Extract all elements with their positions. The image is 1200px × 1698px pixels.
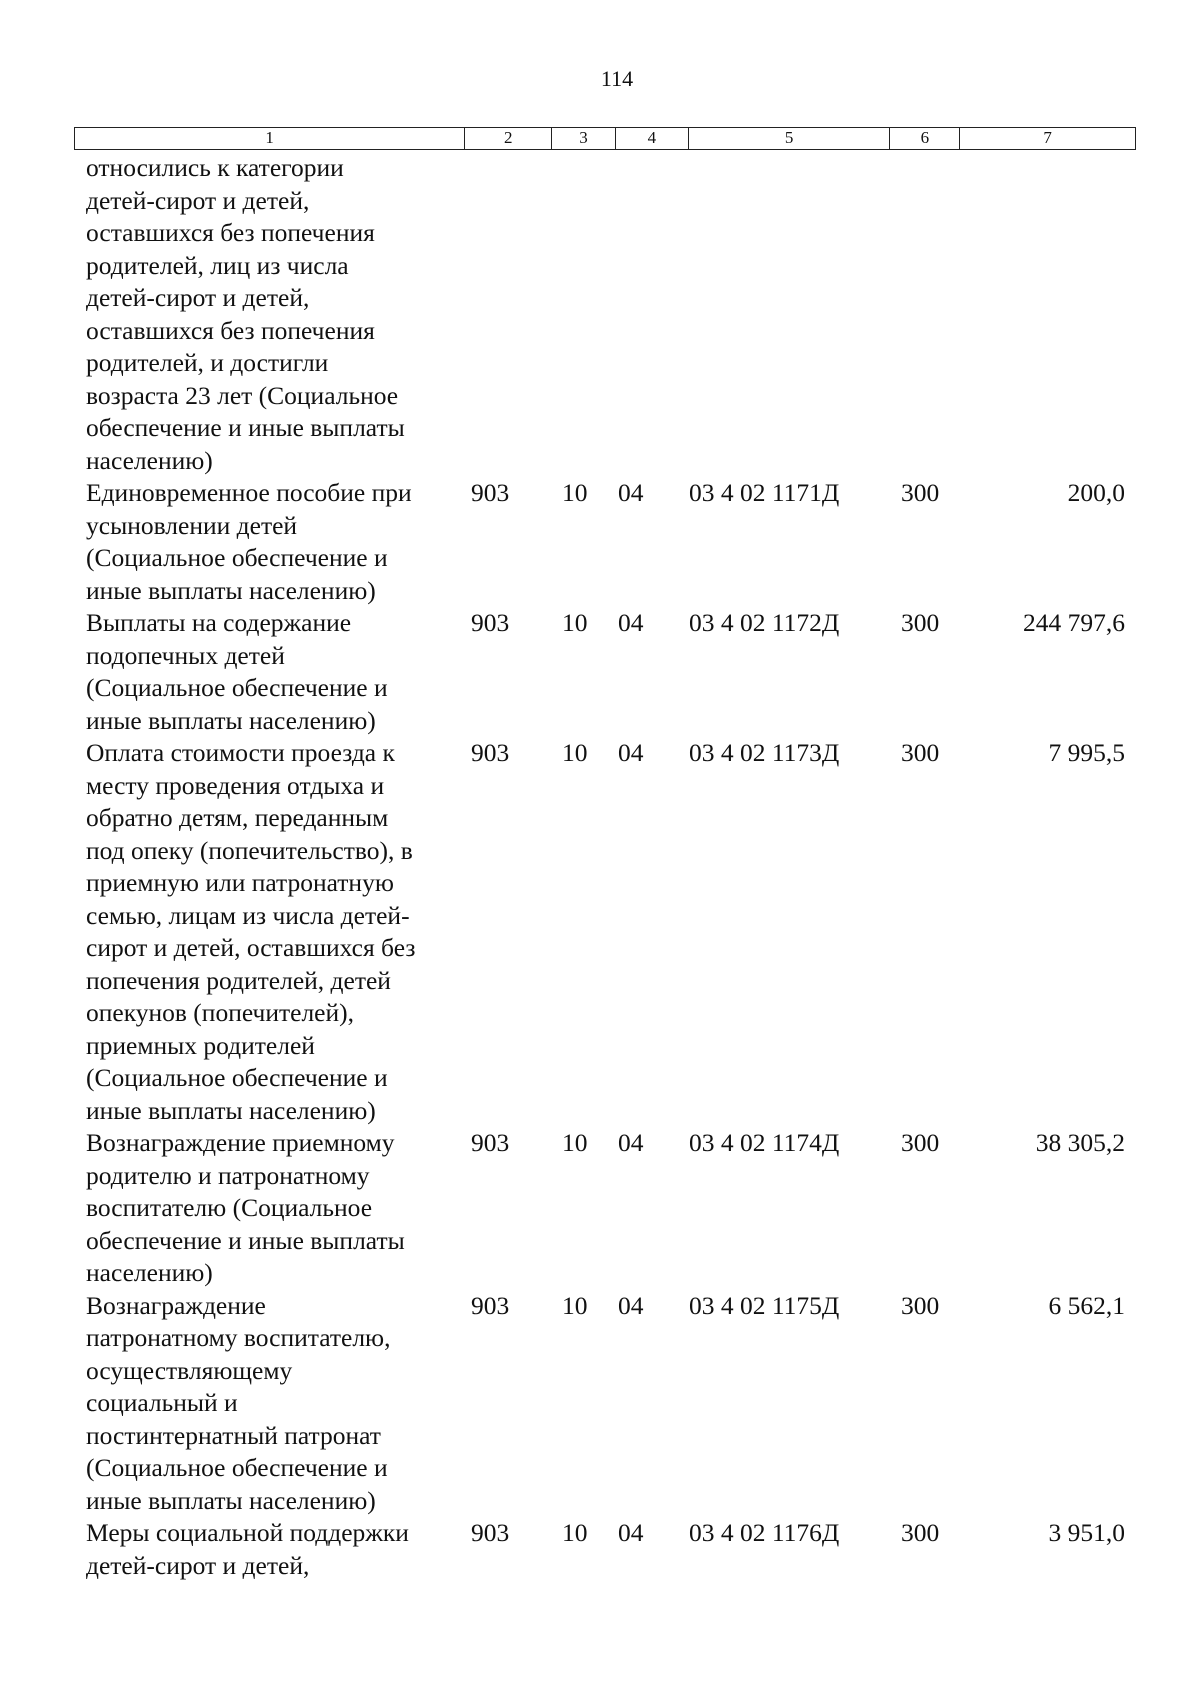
header-col-2: 2 [465,128,552,149]
description-line: Выплаты на содержание [86,608,352,637]
description-line: иные выплаты населению) [86,1485,376,1515]
section-code: 10 [562,1518,588,1547]
amount: 7 995,5 [1048,738,1125,767]
description-line: оставшихся без попечения [86,218,375,247]
subsection-code: 04 [618,738,644,767]
table-body [74,152,1136,1582]
expense-type-code: 300 [901,478,940,507]
expense-type-code: 300 [901,738,940,767]
row-description [74,1127,465,1290]
table-row [74,737,1136,1127]
table-row [74,152,1136,477]
table-row [74,607,1136,737]
table-row [74,1127,1136,1290]
description-line: детей-сирот и детей, [86,283,310,312]
description-line: Оплата стоимости проезда к [86,738,395,767]
description-line: патронатному воспитателю, [86,1323,391,1352]
description-line: подопечных детей [86,640,285,670]
header-col-6: 6 [890,128,960,149]
description-line: относились к категории [86,153,344,182]
description-line: постинтернатный патронат [86,1420,381,1450]
description-line: населению) [86,1258,213,1287]
ministry-code: 903 [471,478,510,507]
description-line: опекунов (попечителей), [86,998,355,1027]
row-description [74,1290,465,1518]
header-col-4: 4 [616,128,689,149]
target-article-code [689,152,891,477]
ministry-code: 903 [471,738,510,767]
amount [961,152,1136,477]
description-line: детей-сирот и детей, [86,185,310,215]
description-line: семью, лицам из числа детей- [86,900,410,930]
ministry-code: 903 [471,1290,510,1320]
subsection-code [616,152,689,477]
description-line: возраста 23 лет (Социальное [86,380,399,410]
expense-type-code: 300 [901,1518,940,1547]
table-row [74,1290,1136,1518]
expense-type-code [891,152,961,477]
subsection-code: 04 [618,478,644,507]
header-col-5: 5 [689,128,891,149]
description-line: (Социальное обеспечение и [86,1453,388,1482]
description-line: родителей, лиц из числа [86,250,349,280]
table-header-row [74,127,1136,150]
description-line: приемную или патронатную [86,868,394,897]
section-code [552,152,616,477]
section-code: 10 [562,478,588,507]
description-line: (Социальное обеспечение и [86,1063,388,1092]
description-line: Вознаграждение приемному [86,1128,395,1157]
page-number: 114 [600,66,634,91]
description-line: (Социальное обеспечение и [86,673,388,702]
section-code: 10 [562,738,588,767]
description-line: усыновлении детей [86,510,298,540]
description-line: под опеку (попечительство), в [86,835,413,865]
description-line: иные выплаты населению) [86,575,376,605]
description-line: населению) [86,445,213,475]
subsection-code: 04 [618,1290,644,1320]
description-line: иные выплаты населению) [86,1095,376,1125]
header-col-1: 1 [75,128,465,149]
description-line: обратно детям, переданным [86,803,389,832]
row-description [74,1517,465,1582]
description-line: месту проведения отдыха и [86,770,385,800]
description-line: Единовременное пособие при [86,478,412,507]
section-code: 10 [562,608,588,637]
description-line: Вознаграждение [86,1290,266,1320]
row-description [74,152,465,477]
description-line: иные выплаты населению) [86,705,376,735]
subsection-code: 04 [618,1128,644,1157]
expense-type-code: 300 [901,1290,940,1320]
description-line: родителей, и достигли [86,348,329,377]
row-description [74,737,465,1127]
section-code: 10 [562,1128,588,1157]
amount: 6 562,1 [1048,1290,1125,1320]
description-line: (Социальное обеспечение и [86,543,388,572]
expense-type-code: 300 [901,1128,940,1157]
row-description [74,477,465,607]
ministry-code [465,152,552,477]
description-line: обеспечение и иные выплаты [86,413,405,442]
ministry-code: 903 [471,1128,510,1157]
ministry-code: 903 [471,608,510,637]
description-line: попечения родителей, детей [86,965,391,995]
header-col-7: 7 [1043,128,1052,147]
description-line: воспитателю (Социальное [86,1193,373,1222]
amount: 200,0 [1067,478,1125,507]
target-article-code: 03 4 02 1171Д [689,478,840,507]
table-row [74,1517,1136,1582]
table-row [74,477,1136,607]
description-line: осуществляющему [86,1355,293,1385]
description-line: обеспечение и иные выплаты [86,1225,405,1255]
subsection-code: 04 [618,608,644,637]
target-article-code: 03 4 02 1175Д [689,1290,840,1320]
subsection-code: 04 [618,1518,644,1547]
description-line: детей-сирот и детей, [86,1550,310,1580]
description-line: сирот и детей, оставшихся без [86,933,416,962]
description-line: Меры социальной поддержки [86,1518,409,1547]
ministry-code: 903 [471,1518,510,1547]
expense-type-code: 300 [901,608,940,637]
description-line: родителю и патронатному [86,1160,370,1190]
amount: 244 797,6 [1023,608,1125,637]
section-code: 10 [562,1290,588,1320]
target-article-code: 03 4 02 1172Д [689,608,840,637]
target-article-code: 03 4 02 1173Д [689,738,840,767]
amount: 3 951,0 [1048,1518,1125,1547]
description-line: приемных родителей [86,1030,315,1060]
row-description [74,607,465,737]
amount: 38 305,2 [1035,1128,1125,1157]
description-line: социальный и [86,1388,238,1417]
header-col-3: 3 [552,128,616,149]
target-article-code: 03 4 02 1176Д [689,1518,840,1547]
target-article-code: 03 4 02 1174Д [689,1128,840,1157]
description-line: оставшихся без попечения [86,315,375,345]
